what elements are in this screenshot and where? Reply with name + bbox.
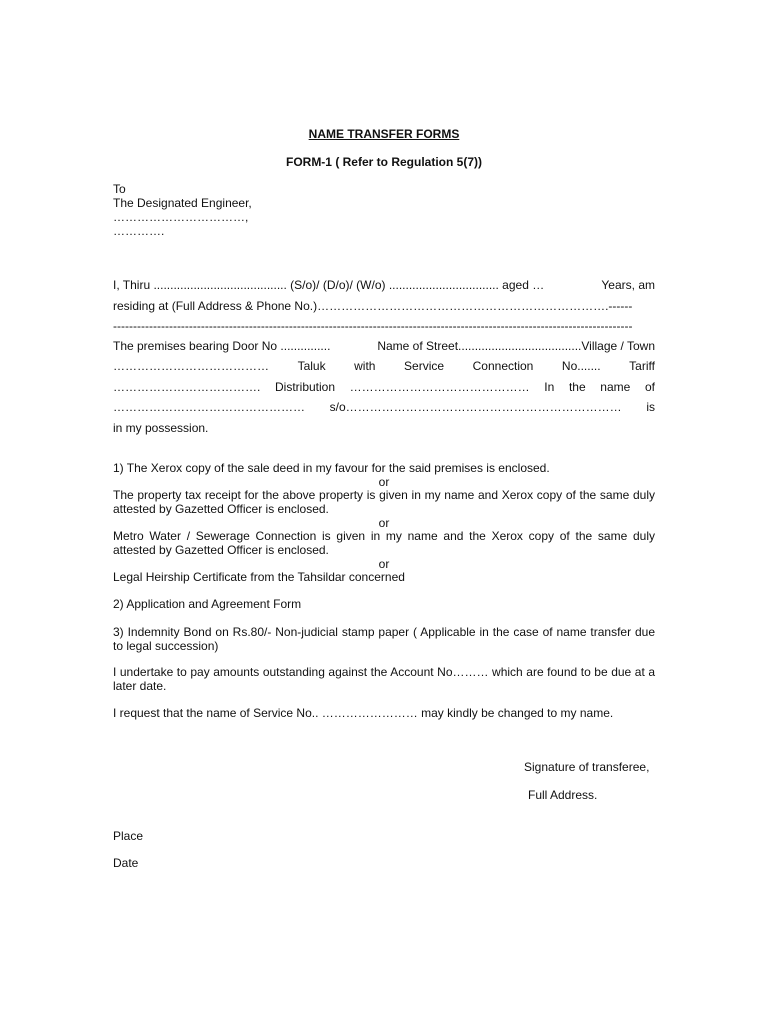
document-item-3: 3) Indemnity Bond on Rs.80/- Non-judicial stamp paper ( Applicable in the case of name transfer due to legal succession) — [113, 625, 655, 653]
so-field: s/o…………………………………………………………… — [329, 400, 622, 414]
distribution-the: the — [568, 380, 586, 394]
declaration-years: Years, am — [601, 278, 655, 292]
addressee-line-2: …………. — [113, 224, 165, 238]
form-title: NAME TRANSFER FORMS — [308, 127, 460, 141]
taluk-with: with — [354, 359, 376, 373]
document-item-1: 1) The Xerox copy of the sale deed in my favour for the said premises is enclosed. — [113, 461, 550, 475]
full-address-label: Full Address. — [528, 788, 598, 802]
so-blank: ………………………………………… — [113, 400, 305, 414]
document-item-1c: Metro Water / Sewerage Connection is given in my name and the Xerox copy of the same duly attested by Gazetted Officer is enclosed. — [113, 529, 655, 557]
taluk-service: Service — [404, 359, 445, 373]
request-text: I request that the name of Service No.. …………………… may kindly be changed to my name. — [113, 706, 614, 720]
form-subtitle: FORM-1 ( Refer to Regulation 5(7)) — [285, 155, 482, 169]
taluk-connection: Connection — [472, 359, 534, 373]
date-label: Date — [113, 856, 139, 870]
declaration-line-1 — [113, 278, 655, 292]
premises-door-no: The premises bearing Door No ............... — [113, 339, 331, 353]
addressee-line-1: ……………………………, — [113, 210, 249, 224]
premises-street: Name of Street.....................................Village / Town — [377, 339, 655, 353]
distribution-in: In — [544, 380, 555, 394]
distribution-line — [113, 380, 655, 394]
taluk-tariff: Tariff — [629, 359, 655, 373]
signature-label: Signature of transferee, — [524, 760, 650, 774]
distribution-blank-2: ……………………………………… — [349, 380, 530, 394]
addressee-designation: The Designated Engineer, — [113, 196, 252, 210]
possession-line: in my possession. — [113, 421, 209, 435]
premises-line — [113, 339, 655, 353]
distribution-blank: ………………………………. — [113, 380, 261, 394]
taluk-no: No....... — [561, 359, 601, 373]
declaration-dash-line: ---------------------------------------------------------------------------------------------------------------------------------- — [113, 319, 633, 333]
or-separator-1: or — [378, 475, 390, 489]
declaration-address-line: residing at (Full Address & Phone No.)……………………………………………………………….------ — [113, 299, 633, 313]
distribution-name: name — [600, 380, 631, 394]
document-item-2: 2) Application and Agreement Form — [113, 597, 302, 611]
so-is: is — [646, 400, 655, 414]
taluk-blank: ………………………………… — [113, 359, 269, 373]
addressee-to: To — [113, 182, 126, 196]
undertaking-text: I undertake to pay amounts outstanding against the Account No……… which are found to be due at a later date. — [113, 665, 655, 693]
taluk-word: Taluk — [297, 359, 326, 373]
distribution-word: Distribution — [274, 380, 336, 394]
so-line — [113, 400, 655, 414]
distribution-of: of — [644, 380, 655, 394]
place-label: Place — [113, 829, 144, 843]
document-item-1b: The property tax receipt for the above property is given in my name and Xerox copy of the same duly attested by Gazetted Officer is enclosed. — [113, 488, 655, 516]
declaration-name-fields: I, Thiru ........................................ (S/o)/ (D/o)/ (W/o) ................................. aged … — [113, 278, 545, 292]
taluk-line — [113, 359, 655, 373]
or-separator-2: or — [378, 516, 390, 530]
document-item-1d: Legal Heirship Certificate from the Tahsildar concerned — [113, 570, 405, 584]
or-separator-3: or — [378, 557, 390, 571]
